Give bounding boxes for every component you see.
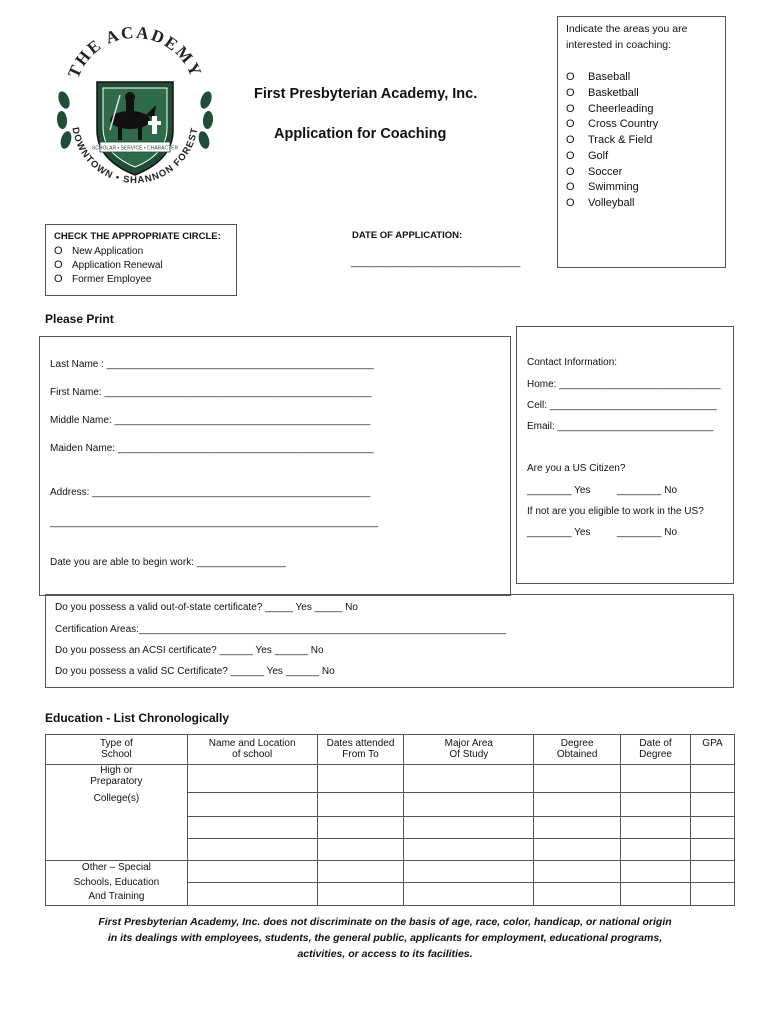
table-cell[interactable] (404, 839, 534, 861)
svg-text:THE ACADEMY (64, 23, 206, 81)
please-print-heading: Please Print (45, 312, 114, 326)
radio-circle-icon[interactable]: O (566, 166, 575, 178)
table-cell[interactable] (404, 765, 534, 793)
contact-info-box (516, 326, 734, 584)
address-line2-field[interactable]: ___________________________________________________________ (50, 517, 379, 528)
table-cell[interactable] (621, 839, 691, 861)
table-header-row (46, 735, 735, 765)
interest-option[interactable]: O Basketball (566, 87, 639, 99)
citizen-question: Are you a US Citizen? (527, 463, 626, 474)
column-header: Date of Degree (621, 735, 691, 765)
table-cell[interactable] (691, 817, 735, 839)
cell-phone-field[interactable]: Cell: ______________________________ (527, 400, 717, 411)
eligible-yes-field[interactable]: ________ Yes (527, 527, 591, 538)
row-label-other: Other – Special Schools, Education And Training (46, 861, 188, 906)
table-cell[interactable] (404, 861, 534, 883)
radio-circle-icon[interactable]: O (566, 197, 575, 209)
table-row (46, 765, 735, 793)
column-header: Degree Obtained (534, 735, 621, 765)
form-subtitle: Application for Coaching (274, 126, 447, 142)
date-of-application-field[interactable]: _____________________________ (351, 256, 521, 268)
application-option[interactable]: O Former Employee (54, 273, 152, 285)
application-option[interactable]: O New Application (54, 245, 144, 257)
radio-circle-icon[interactable]: O (566, 150, 575, 162)
interests-prompt-line1: Indicate the areas you are (566, 23, 688, 35)
radio-circle-icon[interactable]: O (566, 103, 575, 115)
interest-option[interactable]: O Cross Country (566, 118, 659, 130)
contact-heading: Contact Information: (527, 357, 618, 368)
eligible-question: If not are you eligible to work in the US? (527, 506, 704, 517)
email-field[interactable]: Email: ____________________________ (527, 421, 714, 432)
maiden-name-field[interactable]: Maiden Name: ______________________________________________ (50, 443, 374, 454)
academy-logo (50, 20, 220, 200)
sc-certificate-field[interactable]: Do you possess a valid SC Certificate? ______ Yes ______ No (55, 666, 335, 677)
table-cell[interactable] (187, 883, 317, 905)
column-header: Name and Location of school (187, 735, 317, 765)
table-cell[interactable] (187, 793, 317, 817)
row-label-college: College(s) (46, 793, 188, 861)
application-type-heading: CHECK THE APPROPRIATE CIRCLE: (54, 231, 221, 242)
non-discrimination-notice: First Presbyterian Academy, Inc. does not discriminate on the basis of age, race, color, handicap, or national origin in its dealings with employees, students, the general public, applicants for employment, educational programs, activities, or access to its facilities. (98, 916, 672, 960)
table-cell[interactable] (187, 817, 317, 839)
column-header: Major Area Of Study (404, 735, 534, 765)
table-cell[interactable] (534, 793, 621, 817)
interest-option[interactable]: O Track & Field (566, 134, 653, 146)
radio-circle-icon[interactable]: O (566, 118, 575, 130)
table-cell[interactable] (691, 839, 735, 861)
table-cell[interactable] (404, 793, 534, 817)
row-label-high-school: High or Preparatory (46, 765, 188, 793)
table-cell[interactable] (621, 817, 691, 839)
table-cell[interactable] (404, 883, 534, 905)
table-cell[interactable] (621, 765, 691, 793)
last-name-field[interactable]: Last Name : ________________________________________________ (50, 359, 374, 370)
column-header: GPA (691, 735, 735, 765)
citizen-yes-field[interactable]: ________ Yes (527, 485, 591, 496)
interest-option[interactable]: O Volleyball (566, 197, 635, 209)
interest-option[interactable]: O Cheerleading (566, 103, 654, 115)
table-cell[interactable] (187, 765, 317, 793)
table-cell[interactable] (187, 861, 317, 883)
eligible-no-field[interactable]: ________ No (617, 527, 678, 538)
application-option[interactable]: O Application Renewal (54, 259, 163, 271)
radio-circle-icon[interactable]: O (566, 181, 575, 193)
table-cell[interactable] (317, 817, 404, 839)
table-cell[interactable] (534, 839, 621, 861)
table-cell[interactable] (404, 817, 534, 839)
table-cell[interactable] (534, 861, 621, 883)
table-cell[interactable] (691, 861, 735, 883)
interests-prompt-line2: interested in coaching: (566, 39, 672, 51)
interest-option[interactable]: O Golf (566, 150, 609, 162)
certification-areas-field[interactable]: Certification Areas:__________________________________________________________________ (55, 624, 506, 635)
table-cell[interactable] (317, 765, 404, 793)
radio-circle-icon[interactable]: O (566, 134, 575, 146)
radio-circle-icon[interactable]: O (54, 273, 63, 285)
table-cell[interactable] (691, 793, 735, 817)
radio-circle-icon[interactable]: O (54, 245, 63, 257)
table-cell[interactable] (534, 765, 621, 793)
application-type-box (45, 224, 237, 296)
start-date-field[interactable]: Date you are able to begin work: ________________ (50, 557, 286, 568)
education-heading: Education - List Chronologically (45, 711, 230, 725)
date-of-application-label: DATE OF APPLICATION: (352, 230, 463, 241)
education-table (45, 734, 735, 906)
logo-top-text: THE ACADEMY (64, 22, 206, 81)
table-cell[interactable] (534, 817, 621, 839)
logo-ribbon-text: SCHOLAR • SERVICE • CHARACTER (91, 145, 179, 152)
coaching-interests-box (557, 16, 726, 268)
out-of-state-certificate-field[interactable]: Do you possess a valid out-of-state certificate? _____ Yes _____ No (55, 602, 358, 613)
radio-circle-icon[interactable]: O (54, 259, 63, 271)
form-title: First Presbyterian Academy, Inc. (254, 86, 478, 102)
table-row (46, 861, 735, 883)
column-header: Dates attended From To (317, 735, 404, 765)
table-cell[interactable] (317, 861, 404, 883)
table-cell[interactable] (317, 883, 404, 905)
column-header: Type of School (46, 735, 188, 765)
table-cell[interactable] (187, 839, 317, 861)
radio-circle-icon[interactable]: O (566, 87, 575, 99)
table-row (46, 793, 735, 817)
home-phone-field[interactable]: Home: _____________________________ (527, 379, 721, 390)
logo-bottom-text: DOWNTOWN • SHANNON FOREST (69, 126, 201, 187)
address-field[interactable]: Address: __________________________________________________ (50, 487, 371, 498)
table-cell[interactable] (691, 765, 735, 793)
middle-name-field[interactable]: Middle Name: ______________________________________________ (50, 415, 371, 426)
first-name-field[interactable]: First Name: ________________________________________________ (50, 387, 372, 398)
radio-circle-icon[interactable]: O (566, 71, 575, 83)
table-cell[interactable] (317, 839, 404, 861)
table-cell[interactable] (534, 883, 621, 905)
table-cell[interactable] (621, 861, 691, 883)
table-cell[interactable] (621, 883, 691, 905)
certificates-box (45, 594, 734, 688)
table-cell[interactable] (621, 793, 691, 817)
personal-info-box (39, 336, 511, 596)
interest-option[interactable]: O Soccer (566, 166, 623, 178)
citizen-no-field[interactable]: ________ No (617, 485, 678, 496)
interest-option[interactable]: O Baseball (566, 71, 631, 83)
interest-option[interactable]: O Swimming (566, 181, 639, 193)
acsi-certificate-field[interactable]: Do you possess an ACSI certificate? ______ Yes ______ No (55, 645, 324, 656)
table-cell[interactable] (691, 883, 735, 905)
table-cell[interactable] (317, 793, 404, 817)
